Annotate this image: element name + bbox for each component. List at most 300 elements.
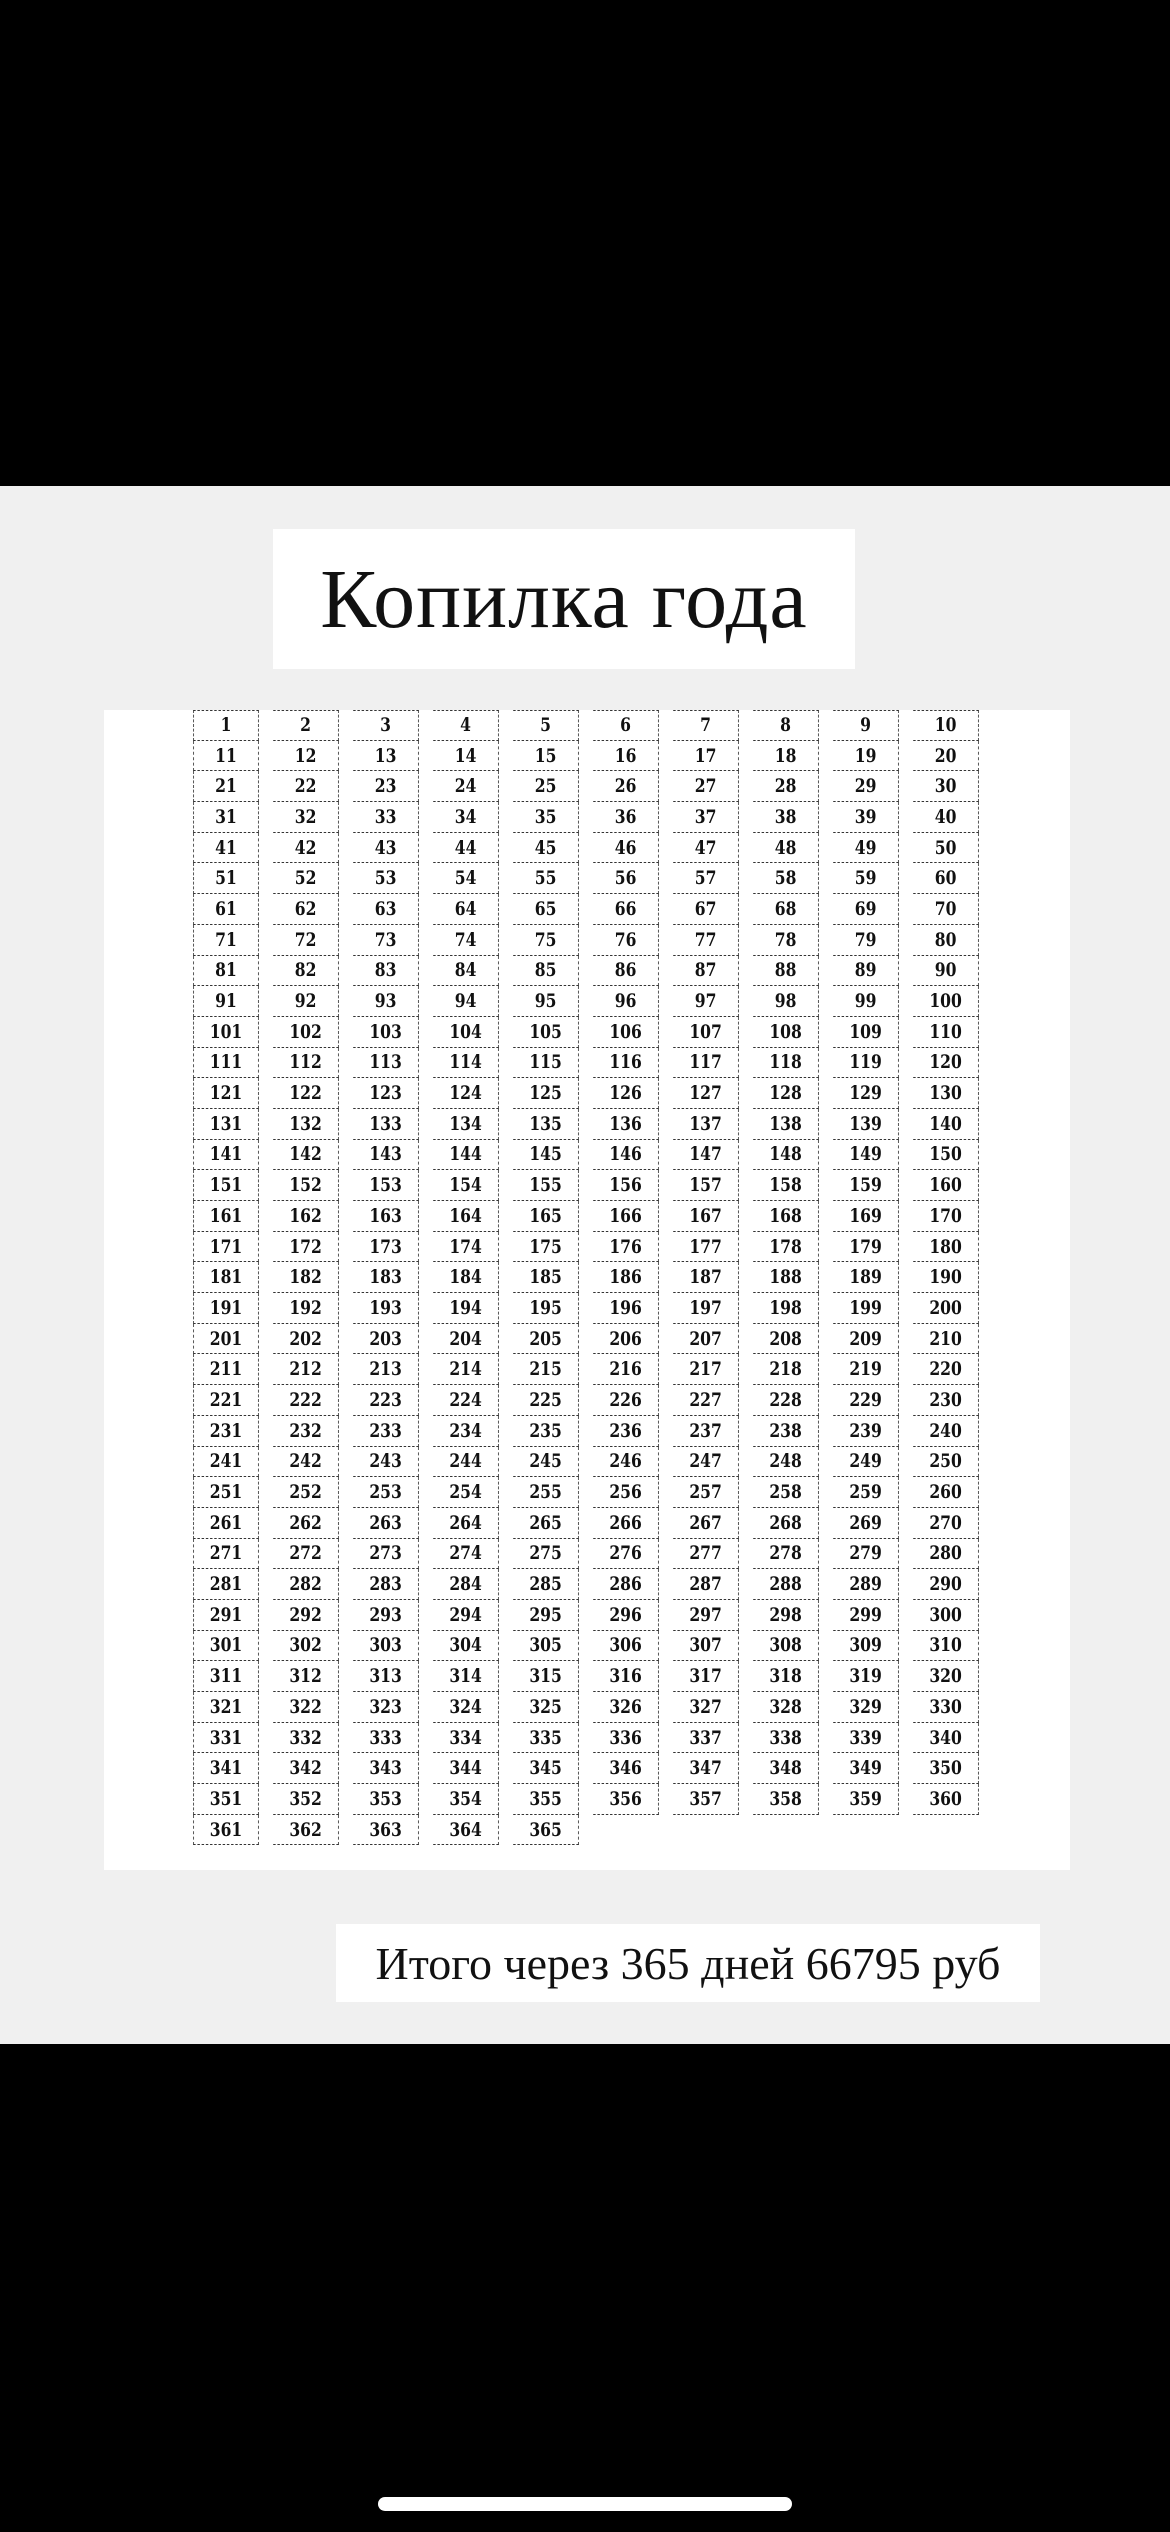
- grid-cell: 81: [193, 956, 259, 987]
- grid-cell: 127: [673, 1078, 739, 1109]
- grid-cell: 311: [193, 1661, 259, 1692]
- grid-cell: 301: [193, 1631, 259, 1662]
- grid-cell: 189: [833, 1262, 899, 1293]
- grid-cell: 159: [833, 1170, 899, 1201]
- grid-cell: 103: [353, 1017, 419, 1048]
- grid-cell: 77: [673, 925, 739, 956]
- grid-cell: 279: [833, 1539, 899, 1570]
- grid-cell: 161: [193, 1201, 259, 1232]
- grid-cell: 54: [433, 863, 499, 894]
- grid-cell: 272: [273, 1539, 339, 1570]
- grid-cell: 335: [513, 1723, 579, 1754]
- grid-cell: 263: [353, 1508, 419, 1539]
- grid-cell: 290: [913, 1569, 979, 1600]
- grid-cell: 208: [753, 1324, 819, 1355]
- grid-cell: 107: [673, 1017, 739, 1048]
- grid-cell: 150: [913, 1140, 979, 1171]
- grid-cell: 357: [673, 1784, 739, 1815]
- grid-cell: 115: [513, 1048, 579, 1079]
- home-indicator[interactable]: [378, 2497, 792, 2511]
- grid-cell: 245: [513, 1447, 579, 1478]
- grid-cell: 191: [193, 1293, 259, 1324]
- grid-cell: 295: [513, 1600, 579, 1631]
- grid-cell: 147: [673, 1140, 739, 1171]
- grid-cell: 23: [353, 771, 419, 802]
- grid-cell: 183: [353, 1262, 419, 1293]
- grid-cell: 270: [913, 1508, 979, 1539]
- grid-cell: 347: [673, 1753, 739, 1784]
- grid-cell: 10: [913, 710, 979, 741]
- grid-cell: 22: [273, 771, 339, 802]
- grid-cell: 98: [753, 986, 819, 1017]
- grid-cell: 105: [513, 1017, 579, 1048]
- grid-cell: 299: [833, 1600, 899, 1631]
- grid-cell: 37: [673, 802, 739, 833]
- grid-cell: 15: [513, 741, 579, 772]
- grid-cell: 145: [513, 1140, 579, 1171]
- grid-cell: 21: [193, 771, 259, 802]
- grid-cell: 332: [273, 1723, 339, 1754]
- grid-cell: 128: [753, 1078, 819, 1109]
- grid-cell: 101: [193, 1017, 259, 1048]
- grid-cell: 341: [193, 1753, 259, 1784]
- grid-cell: 67: [673, 894, 739, 925]
- grid-cell: 277: [673, 1539, 739, 1570]
- grid-cell: 338: [753, 1723, 819, 1754]
- grid-cell: 363: [353, 1815, 419, 1846]
- grid-cell: 197: [673, 1293, 739, 1324]
- grid-cell: 188: [753, 1262, 819, 1293]
- grid-cell: 157: [673, 1170, 739, 1201]
- grid-cell: 49: [833, 833, 899, 864]
- grid-cell: 146: [593, 1140, 659, 1171]
- grid-cell: 129: [833, 1078, 899, 1109]
- grid-cell: 182: [273, 1262, 339, 1293]
- grid-cell: 225: [513, 1385, 579, 1416]
- grid-cell: 230: [913, 1385, 979, 1416]
- grid-cell: 62: [273, 894, 339, 925]
- grid-cell: 177: [673, 1232, 739, 1263]
- grid-cell: 340: [913, 1723, 979, 1754]
- grid-cell: 116: [593, 1048, 659, 1079]
- grid-cell: 211: [193, 1354, 259, 1385]
- grid-cell: 104: [433, 1017, 499, 1048]
- grid-cell: 74: [433, 925, 499, 956]
- total-card: [336, 1924, 1040, 2002]
- grid-cell: 287: [673, 1569, 739, 1600]
- grid-cell: 30: [913, 771, 979, 802]
- grid-cell: 342: [273, 1753, 339, 1784]
- grid-cell: 151: [193, 1170, 259, 1201]
- grid-cell: 84: [433, 956, 499, 987]
- grid-cell: 349: [833, 1753, 899, 1784]
- grid-cell: 241: [193, 1447, 259, 1478]
- grid-cell: 327: [673, 1692, 739, 1723]
- grid-cell: 91: [193, 986, 259, 1017]
- grid-cell: 93: [353, 986, 419, 1017]
- grid-cell: 80: [913, 925, 979, 956]
- page-title: Копилка года: [320, 552, 808, 646]
- grid-cell: 75: [513, 925, 579, 956]
- grid-cell: 273: [353, 1539, 419, 1570]
- grid-cell: 139: [833, 1109, 899, 1140]
- grid-cell: 154: [433, 1170, 499, 1201]
- grid-cell: 184: [433, 1262, 499, 1293]
- grid-cell: 355: [513, 1784, 579, 1815]
- grid-cell: 294: [433, 1600, 499, 1631]
- grid-cell: 336: [593, 1723, 659, 1754]
- grid-cell: 215: [513, 1354, 579, 1385]
- grid-cell: 24: [433, 771, 499, 802]
- grid-cell: 63: [353, 894, 419, 925]
- grid-cell: 111: [193, 1048, 259, 1079]
- grid-cell: 268: [753, 1508, 819, 1539]
- grid-cell: 180: [913, 1232, 979, 1263]
- grid-cell: 122: [273, 1078, 339, 1109]
- grid-cell: 126: [593, 1078, 659, 1109]
- grid-cell: 28: [753, 771, 819, 802]
- grid-cell: 153: [353, 1170, 419, 1201]
- grid-cell: 79: [833, 925, 899, 956]
- grid-cell: 227: [673, 1385, 739, 1416]
- grid-cell: 312: [273, 1661, 339, 1692]
- grid-cell: 110: [913, 1017, 979, 1048]
- grid-cell: 39: [833, 802, 899, 833]
- grid-cell: 246: [593, 1447, 659, 1478]
- grid-cell: 260: [913, 1477, 979, 1508]
- grid-cell: 303: [353, 1631, 419, 1662]
- grid-cell: 202: [273, 1324, 339, 1355]
- grid-cell: 95: [513, 986, 579, 1017]
- grid-cell: 282: [273, 1569, 339, 1600]
- grid-cell: 315: [513, 1661, 579, 1692]
- grid-cell: 296: [593, 1600, 659, 1631]
- grid-cell: 195: [513, 1293, 579, 1324]
- grid-cell: 362: [273, 1815, 339, 1846]
- grid-cell: 243: [353, 1447, 419, 1478]
- grid-cell: 213: [353, 1354, 419, 1385]
- grid-cell: 5: [513, 710, 579, 741]
- grid-cell: 51: [193, 863, 259, 894]
- grid-cell: 64: [433, 894, 499, 925]
- grid-cell: 308: [753, 1631, 819, 1662]
- grid-cell: 298: [753, 1600, 819, 1631]
- grid-cell: 45: [513, 833, 579, 864]
- title-card: [273, 529, 855, 669]
- grid-cell: 266: [593, 1508, 659, 1539]
- grid-cell: 205: [513, 1324, 579, 1355]
- grid-cell: 251: [193, 1477, 259, 1508]
- grid-cell: 124: [433, 1078, 499, 1109]
- grid-cell: 275: [513, 1539, 579, 1570]
- grid-cell: 200: [913, 1293, 979, 1324]
- grid-cell: 50: [913, 833, 979, 864]
- grid-cell: 173: [353, 1232, 419, 1263]
- grid-cell: 131: [193, 1109, 259, 1140]
- grid-cell: 258: [753, 1477, 819, 1508]
- grid-cell: 223: [353, 1385, 419, 1416]
- grid-cell: 276: [593, 1539, 659, 1570]
- grid-cell: 309: [833, 1631, 899, 1662]
- grid-cell: 27: [673, 771, 739, 802]
- grid-cell: 25: [513, 771, 579, 802]
- grid-cell: 18: [753, 741, 819, 772]
- grid-cell: 113: [353, 1048, 419, 1079]
- total-text: Итого через 365 дней 66795 руб: [375, 1937, 1001, 1989]
- grid-cell: 59: [833, 863, 899, 894]
- grid-cell: 292: [273, 1600, 339, 1631]
- grid-cell: 167: [673, 1201, 739, 1232]
- grid-cell: 16: [593, 741, 659, 772]
- grid-cell: 12: [273, 741, 339, 772]
- grid-cell: 194: [433, 1293, 499, 1324]
- grid-cell: 286: [593, 1569, 659, 1600]
- grid-cell: 185: [513, 1262, 579, 1293]
- grid-cell: 38: [753, 802, 819, 833]
- grid-cell: 160: [913, 1170, 979, 1201]
- grid-cell: 278: [753, 1539, 819, 1570]
- grid-cell: 175: [513, 1232, 579, 1263]
- grid-cell: 20: [913, 741, 979, 772]
- grid-cell: 352: [273, 1784, 339, 1815]
- grid-cell: 164: [433, 1201, 499, 1232]
- grid-cell: 280: [913, 1539, 979, 1570]
- grid-cell: 307: [673, 1631, 739, 1662]
- grid-cell: 329: [833, 1692, 899, 1723]
- grid-cell: 365: [513, 1815, 579, 1846]
- grid-cell: 32: [273, 802, 339, 833]
- grid-cell: 293: [353, 1600, 419, 1631]
- grid-cell: 55: [513, 863, 579, 894]
- grid-cell: 219: [833, 1354, 899, 1385]
- grid-cell: 322: [273, 1692, 339, 1723]
- grid-cell: 35: [513, 802, 579, 833]
- grid-cell: 210: [913, 1324, 979, 1355]
- grid-cell: 361: [193, 1815, 259, 1846]
- grid-cell: 330: [913, 1692, 979, 1723]
- grid-cell: 306: [593, 1631, 659, 1662]
- grid-cell: 26: [593, 771, 659, 802]
- grid-cell: 172: [273, 1232, 339, 1263]
- grid-cell: 321: [193, 1692, 259, 1723]
- grid-cell: 88: [753, 956, 819, 987]
- grid-cell: 102: [273, 1017, 339, 1048]
- grid-cell: 316: [593, 1661, 659, 1692]
- grid-cell: 220: [913, 1354, 979, 1385]
- grid-cell: 281: [193, 1569, 259, 1600]
- grid-cell: 148: [753, 1140, 819, 1171]
- grid-cell: 236: [593, 1416, 659, 1447]
- grid-cell: 310: [913, 1631, 979, 1662]
- grid-cell: 252: [273, 1477, 339, 1508]
- grid-cell: 44: [433, 833, 499, 864]
- grid-cell: 120: [913, 1048, 979, 1079]
- grid-cell: 156: [593, 1170, 659, 1201]
- grid-cell: 137: [673, 1109, 739, 1140]
- grid-cell: 331: [193, 1723, 259, 1754]
- grid-cell: 34: [433, 802, 499, 833]
- grid-cell: 360: [913, 1784, 979, 1815]
- grid-cell: 109: [833, 1017, 899, 1048]
- grid-cell: 94: [433, 986, 499, 1017]
- grid-cell: 3: [353, 710, 419, 741]
- grid-cell: 249: [833, 1447, 899, 1478]
- grid-cell: 65: [513, 894, 579, 925]
- grid-cell: 351: [193, 1784, 259, 1815]
- grid-cell: 72: [273, 925, 339, 956]
- grid-cell: 125: [513, 1078, 579, 1109]
- grid-cell: 284: [433, 1569, 499, 1600]
- grid-cell: 134: [433, 1109, 499, 1140]
- grid-cell: 324: [433, 1692, 499, 1723]
- grid-cell: 274: [433, 1539, 499, 1570]
- grid-cell: 132: [273, 1109, 339, 1140]
- grid-cell: 216: [593, 1354, 659, 1385]
- grid-cell: 121: [193, 1078, 259, 1109]
- grid-cell: 207: [673, 1324, 739, 1355]
- grid-cell: 46: [593, 833, 659, 864]
- grid-cell: 6: [593, 710, 659, 741]
- grid-cell: 82: [273, 956, 339, 987]
- grid-cell: 265: [513, 1508, 579, 1539]
- grid-cell: 359: [833, 1784, 899, 1815]
- grid-cell: 174: [433, 1232, 499, 1263]
- grid-cell: 350: [913, 1753, 979, 1784]
- grid-cell: 328: [753, 1692, 819, 1723]
- grid-cell: 106: [593, 1017, 659, 1048]
- grid-cell: 214: [433, 1354, 499, 1385]
- grid-cell: 47: [673, 833, 739, 864]
- photo: [0, 486, 1170, 2044]
- grid-cell: 233: [353, 1416, 419, 1447]
- grid-cell: 36: [593, 802, 659, 833]
- grid-cell: 52: [273, 863, 339, 894]
- grid-cell: 269: [833, 1508, 899, 1539]
- grid-cell: 17: [673, 741, 739, 772]
- grid-cell: 218: [753, 1354, 819, 1385]
- grid-cell: 232: [273, 1416, 339, 1447]
- grid-cell: 92: [273, 986, 339, 1017]
- grid-cell: 166: [593, 1201, 659, 1232]
- grid-cell: 187: [673, 1262, 739, 1293]
- grid-cell: 199: [833, 1293, 899, 1324]
- grid-cell: 176: [593, 1232, 659, 1263]
- grid-cell: 343: [353, 1753, 419, 1784]
- grid-cell: 291: [193, 1600, 259, 1631]
- grid-cell: 87: [673, 956, 739, 987]
- grid-cell: 96: [593, 986, 659, 1017]
- grid-cell: 234: [433, 1416, 499, 1447]
- grid-cell: 317: [673, 1661, 739, 1692]
- grid-cell: 155: [513, 1170, 579, 1201]
- grid-cell: 206: [593, 1324, 659, 1355]
- grid-cell: 69: [833, 894, 899, 925]
- grid-cell: 201: [193, 1324, 259, 1355]
- grid-cell: 71: [193, 925, 259, 956]
- grid-cell: 318: [753, 1661, 819, 1692]
- number-sheet: [104, 710, 1070, 1870]
- grid-cell: 288: [753, 1569, 819, 1600]
- grid-cell: 117: [673, 1048, 739, 1079]
- grid-cell: 222: [273, 1385, 339, 1416]
- grid-cell: 271: [193, 1539, 259, 1570]
- grid-cell: 118: [753, 1048, 819, 1079]
- grid-cell: 119: [833, 1048, 899, 1079]
- grid-cell: 135: [513, 1109, 579, 1140]
- grid-cell: 237: [673, 1416, 739, 1447]
- grid-cell: 14: [433, 741, 499, 772]
- grid-cell: 364: [433, 1815, 499, 1846]
- grid-cell: 224: [433, 1385, 499, 1416]
- grid-cell: 60: [913, 863, 979, 894]
- grid-cell: 319: [833, 1661, 899, 1692]
- grid-cell: 85: [513, 956, 579, 987]
- grid-cell: 181: [193, 1262, 259, 1293]
- grid-cell: 313: [353, 1661, 419, 1692]
- grid-cell: 178: [753, 1232, 819, 1263]
- grid-cell: 239: [833, 1416, 899, 1447]
- grid-cell: 304: [433, 1631, 499, 1662]
- grid-cell: 186: [593, 1262, 659, 1293]
- grid-cell: 300: [913, 1600, 979, 1631]
- grid-cell: 149: [833, 1140, 899, 1171]
- grid-cell: 83: [353, 956, 419, 987]
- grid-cell: 289: [833, 1569, 899, 1600]
- grid-cell: 170: [913, 1201, 979, 1232]
- grid-cell: 99: [833, 986, 899, 1017]
- grid-cell: 163: [353, 1201, 419, 1232]
- grid-cell: 297: [673, 1600, 739, 1631]
- grid-cell: 356: [593, 1784, 659, 1815]
- grid-cell: 48: [753, 833, 819, 864]
- grid-cell: 244: [433, 1447, 499, 1478]
- grid-cell: 325: [513, 1692, 579, 1723]
- grid-cell: 238: [753, 1416, 819, 1447]
- grid-cell: 345: [513, 1753, 579, 1784]
- grid-cell: 143: [353, 1140, 419, 1171]
- grid-cell: 42: [273, 833, 339, 864]
- grid-cell: 43: [353, 833, 419, 864]
- grid-cell: 250: [913, 1447, 979, 1478]
- grid-cell: 204: [433, 1324, 499, 1355]
- grid-cell: 8: [753, 710, 819, 741]
- grid-cell: 253: [353, 1477, 419, 1508]
- grid-cell: 254: [433, 1477, 499, 1508]
- grid-cell: 358: [753, 1784, 819, 1815]
- grid-cell: 302: [273, 1631, 339, 1662]
- grid-cell: 196: [593, 1293, 659, 1324]
- grid-cell: 11: [193, 741, 259, 772]
- grid-cell: 171: [193, 1232, 259, 1263]
- grid-cell: 353: [353, 1784, 419, 1815]
- grid-cell: 209: [833, 1324, 899, 1355]
- grid-cell: 136: [593, 1109, 659, 1140]
- grid-cell: 247: [673, 1447, 739, 1478]
- grid-cell: 9: [833, 710, 899, 741]
- grid-cell: 1: [193, 710, 259, 741]
- grid-cell: 4: [433, 710, 499, 741]
- grid-cell: 190: [913, 1262, 979, 1293]
- grid-cell: 212: [273, 1354, 339, 1385]
- grid-cell: 123: [353, 1078, 419, 1109]
- grid-cell: 165: [513, 1201, 579, 1232]
- grid-cell: 262: [273, 1508, 339, 1539]
- grid-cell: 314: [433, 1661, 499, 1692]
- grid-cell: 242: [273, 1447, 339, 1478]
- grid-cell: 31: [193, 802, 259, 833]
- grid-cell: 89: [833, 956, 899, 987]
- grid-cell: 61: [193, 894, 259, 925]
